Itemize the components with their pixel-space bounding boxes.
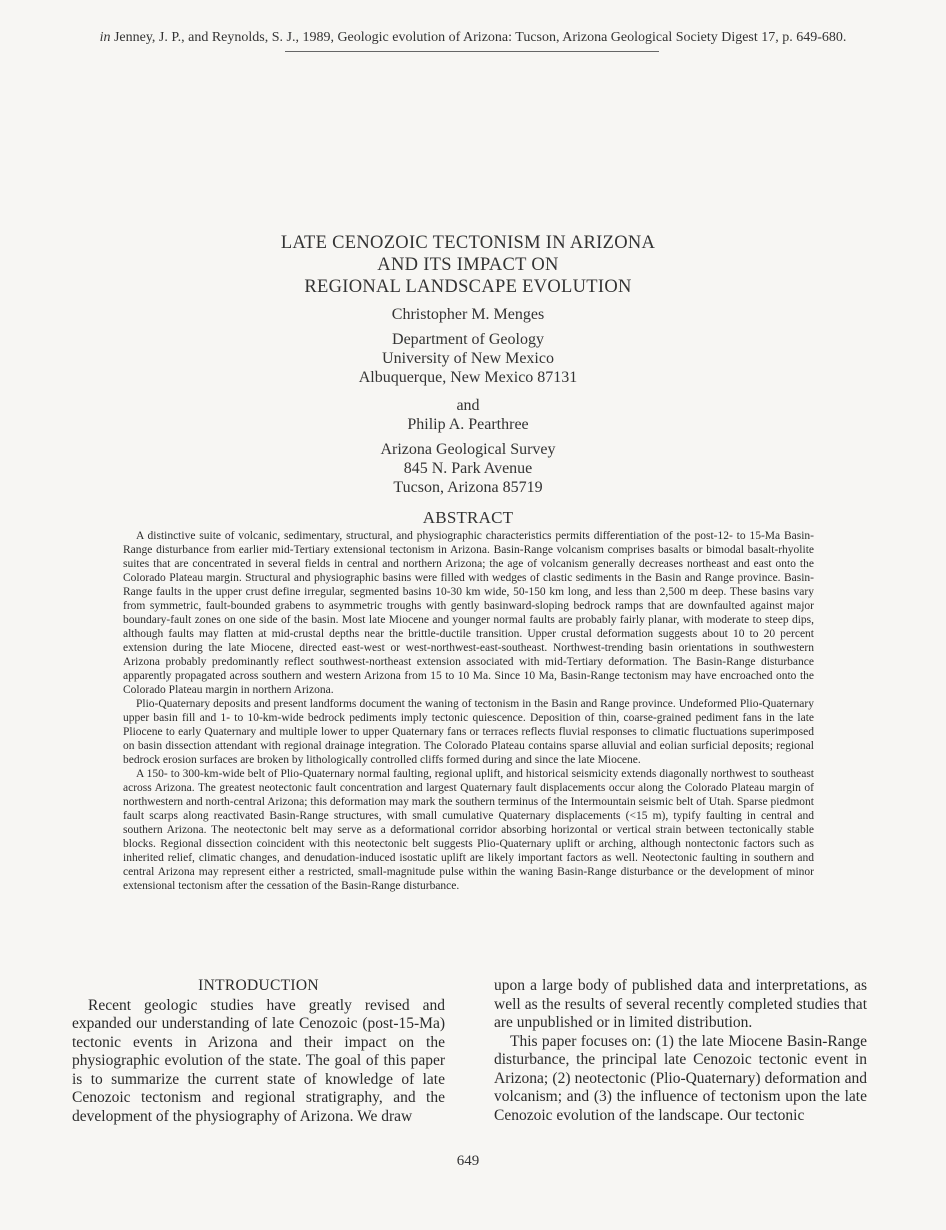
citation-prefix: in [99, 30, 111, 45]
title-line-3: REGIONAL LANDSCAPE EVOLUTION [304, 277, 632, 297]
affiliation-first-line-1: Department of Geology [392, 331, 544, 348]
citation-underline [285, 51, 659, 52]
affiliation-first-line-2: University of New Mexico [382, 350, 554, 367]
abstract-body [123, 529, 814, 893]
title-line-1: LATE CENOZOIC TECTONISM IN ARIZONA [280, 233, 656, 253]
citation-header [0, 30, 946, 46]
introduction-paragraph-1: Recent geologic studies have greatly revised and expanded our understanding of late Cenozoic (post-15-Ma) tectonic events in Arizona and their impact on the physiographic evolution of the state. The goal of this paper is to summarize the current state of knowledge of late Cenozoic tectonism and regional stratigraphy, and the development of the physiography of Arizona. We draw [72, 996, 445, 1125]
title-block [0, 232, 936, 528]
title-line-2: AND ITS IMPACT ON [377, 255, 559, 275]
abstract-paragraph-2: Plio-Quaternary deposits and present landforms document the waning of tectonism in the Basin and Range province. Undeformed Plio-Quaternary upper basin fill and 1- to 10-km-wide bedrock pediments imply tectonic quiescence. Deposition of thin, coarse-grained pediment fans in the late Pliocene to early Quaternary and multiple lower to upper Quaternary fans or terraces reflects fluvial responses to climatic fluctuations superimposed on basin dissection attendant with regional drainage integration. The Colorado Plateau contains sparse alluvial and eolian surficial deposits; regional bedrock erosion surfaces are broken by lithologically controlled cliffs formed during and since the late Miocene. [123, 698, 814, 766]
affiliation-second-line-1: Arizona Geological Survey [380, 441, 556, 458]
introduction-heading: INTRODUCTION [198, 977, 319, 994]
abstract-heading: ABSTRACT [422, 508, 514, 527]
author-conjunction: and [456, 397, 480, 414]
citation-text: Jenney, J. P., and Reynolds, S. J., 1989, Geologic evolution of Arizona: Tucson, Arizona Geological Society Digest 17, p. 649-680. [110, 30, 847, 45]
column-right [494, 977, 867, 1125]
author-first: Christopher M. Menges [391, 306, 545, 323]
abstract-paragraph-1: A distinctive suite of volcanic, sedimentary, structural, and physiographic characteristics permits differentiation of the post-12- to 15-Ma Basin-Range disturbance from earlier mid-Tertiary extensional tectonism in Arizona. Basin-Range volcanism comprises basalts or bimodal basalt-rhyolite suites that are concentrated in several fields in central and northern Arizona; the age of volcanism generally decreases northeast and east onto the Colorado Plateau margin. Structural and physiographic basins were filled with wedges of clastic sediments in the Basin and Range province. Basin-Range faults in the upper crust define irregular, segmented basins 10-30 km wide, 50-150 km long, and less than 2,500 m deep. These basins vary from symmetric, fault-bounded grabens to asymmetric troughs with gently basinward-sloping bedrock ramps that are downfaulted against major boundary-fault zones on one side of the basin. Most late Miocene and younger normal faults are probably fairly planar, with moderate to steep dips, although faults may flatten at mid-crustal depths near the brittle-ductile transition. Upper crustal deformation suggests about 10 to 20 percent extension during the late Miocene, directed east-west or west-northwest-east-southeast. Northwest-trending basin orientations in southwestern Arizona probably predominantly reflect southwest-northeast extension associated with mid-Tertiary deformation. The Basin-Range disturbance apparently propagated across southern and western Arizona from 15 to 10 Ma. Since 10 Ma, Basin-Range tectonism may have encroached onto the Colorado Plateau margin in northern Arizona. [123, 530, 814, 696]
affiliation-second-line-3: Tucson, Arizona 85719 [393, 479, 543, 496]
introduction-paragraph-1-continued: upon a large body of published data and interpretations, as well as the results of several recently completed studies that are unpublished or in limited distribution. [494, 977, 867, 1031]
abstract-paragraph-3: A 150- to 300-km-wide belt of Plio-Quaternary normal faulting, regional uplift, and historical seismicity extends diagonally northwest to southeast across Arizona. The greatest neotectonic fault concentration and largest Quaternary fault displacements occur along the Colorado Plateau margin of northwestern and north-central Arizona; this deformation may mark the southern terminus of the Intermountain seismic belt of Utah. Sparse piedmont fault scarps along reactivated Basin-Range structures, with small cumulative Quaternary displacements (<15 m), typify faulting in central and southern Arizona. The neotectonic belt may serve as a deformational corridor absorbing horizontal or vertical strain between tectonically stable blocks. Regional dissection coincident with this neotectonic belt suggests Plio-Quaternary uplift or arching, although nontectonic factors such as inherited relief, climatic changes, and denudation-induced isostatic uplift are likely important factors as well. Neotectonic faulting in southern and central Arizona may represent either a restricted, small-magnitude pulse within the waning Basin-Range disturbance or the development of minor extensional tectonism after the cessation of the Basin-Range disturbance. [123, 768, 814, 892]
introduction-paragraph-2: This paper focuses on: (1) the late Miocene Basin-Range disturbance, the principal late Cenozoic tectonic event in Arizona; (2) neotectonic (Plio-Quaternary) deformation and volcanism; and (3) the influence of tectonism upon the late Cenozoic evolution of the landscape. Our tectonic [494, 1032, 867, 1124]
affiliation-second-line-2: 845 N. Park Avenue [403, 460, 533, 477]
author-second: Philip A. Pearthree [407, 416, 529, 433]
page-number: 649 [456, 1153, 480, 1169]
affiliation-first-line-3: Albuquerque, New Mexico 87131 [358, 369, 578, 386]
column-left [72, 977, 445, 1126]
